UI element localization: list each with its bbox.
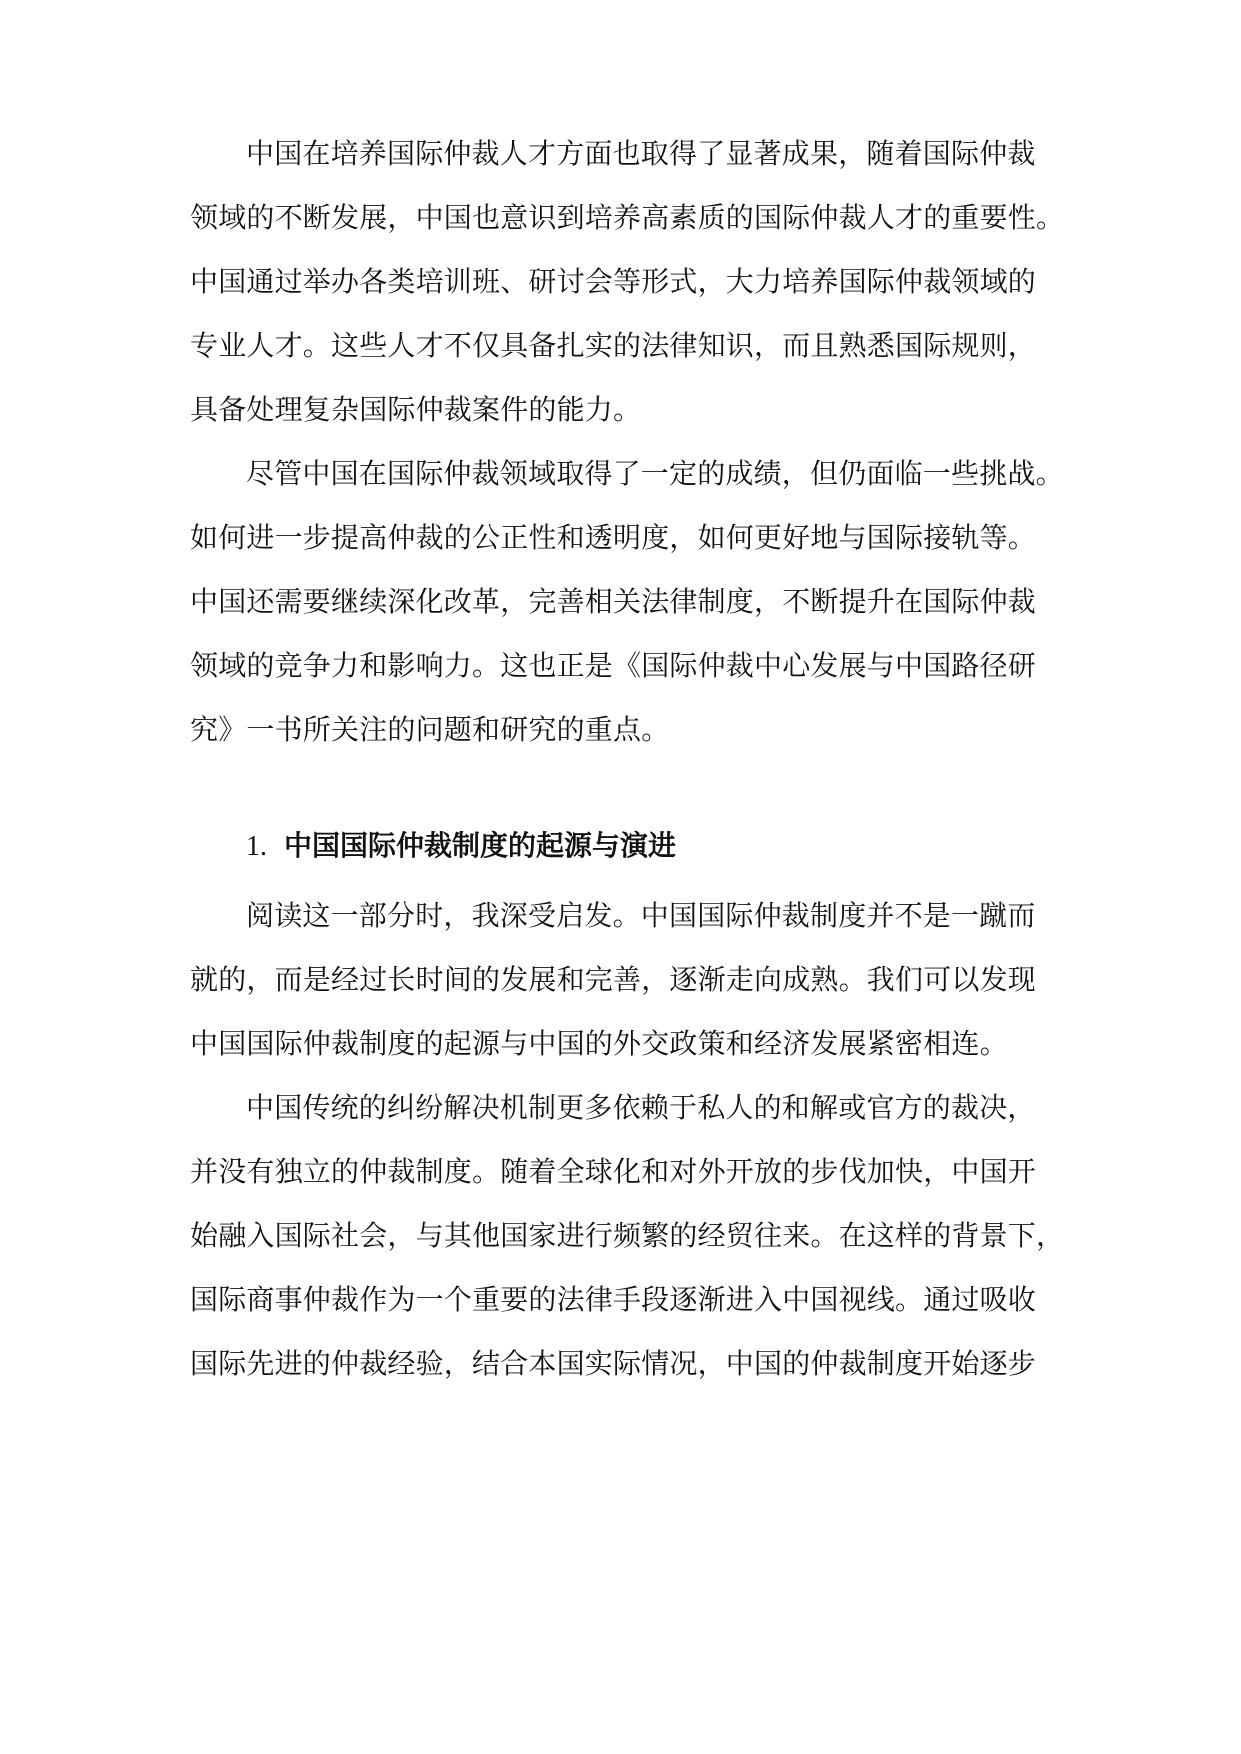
paragraph-1-line-2: 领域的不断发展，中国也意识到培养高素质的国际仲裁人才的重要性。	[190, 201, 1065, 234]
paragraph-4-line-5: 国际先进的仲裁经验，结合本国实际情况，中国的仲裁制度开始逐步	[190, 1347, 1037, 1380]
paragraph-4-line-1: 中国传统的纠纷解决机制更多依赖于私人的和解或官方的裁决，	[246, 1091, 1036, 1124]
paragraph-2-line-2: 如何进一步提高仲裁的公正性和透明度，如何更好地与国际接轨等。	[190, 521, 1037, 554]
paragraph-3-line-2: 就的，而是经过长时间的发展和完善，逐渐走向成熟。我们可以发现	[190, 963, 1037, 996]
paragraph-4-line-2: 并没有独立的仲裁制度。随着全球化和对外开放的步伐加快，中国开	[190, 1155, 1037, 1188]
paragraph-1-line-3: 中国通过举办各类培训班、研讨会等形式，大力培养国际仲裁领域的	[190, 265, 1037, 298]
section-title: 中国国际仲裁制度的起源与演进	[284, 829, 677, 862]
paragraph-1-line-5: 具备处理复杂国际仲裁案件的能力。	[190, 393, 642, 426]
paragraph-3-line-1: 阅读这一部分时，我深受启发。中国国际仲裁制度并不是一蹴而	[246, 899, 1036, 932]
paragraph-2-line-5: 究》一书所关注的问题和研究的重点。	[190, 713, 670, 746]
paragraph-1-line-1: 中国在培养国际仲裁人才方面也取得了显著成果，随着国际仲裁	[246, 137, 1036, 170]
paragraph-4-line-3: 始融入国际社会，与其他国家进行频繁的经贸往来。在这样的背景下，	[190, 1219, 1065, 1252]
section-number: 1.	[246, 831, 267, 862]
paragraph-2-line-3: 中国还需要继续深化改革，完善相关法律制度，不断提升在国际仲裁	[190, 585, 1037, 618]
section-heading	[246, 826, 1046, 866]
paragraph-3-line-3: 中国国际仲裁制度的起源与中国的外交政策和经济发展紧密相连。	[190, 1027, 1008, 1060]
paragraph-2-line-4: 领域的竞争力和影响力。这也正是《国际仲裁中心发展与中国路径研	[190, 649, 1037, 682]
paragraph-1-line-4: 专业人才。这些人才不仅具备扎实的法律知识，而且熟悉国际规则，	[190, 329, 1037, 362]
paragraph-2-line-1: 尽管中国在国际仲裁领域取得了一定的成绩，但仍面临一些挑战。	[246, 457, 1064, 490]
paragraph-4-line-4: 国际商事仲裁作为一个重要的法律手段逐渐进入中国视线。通过吸收	[190, 1283, 1037, 1316]
